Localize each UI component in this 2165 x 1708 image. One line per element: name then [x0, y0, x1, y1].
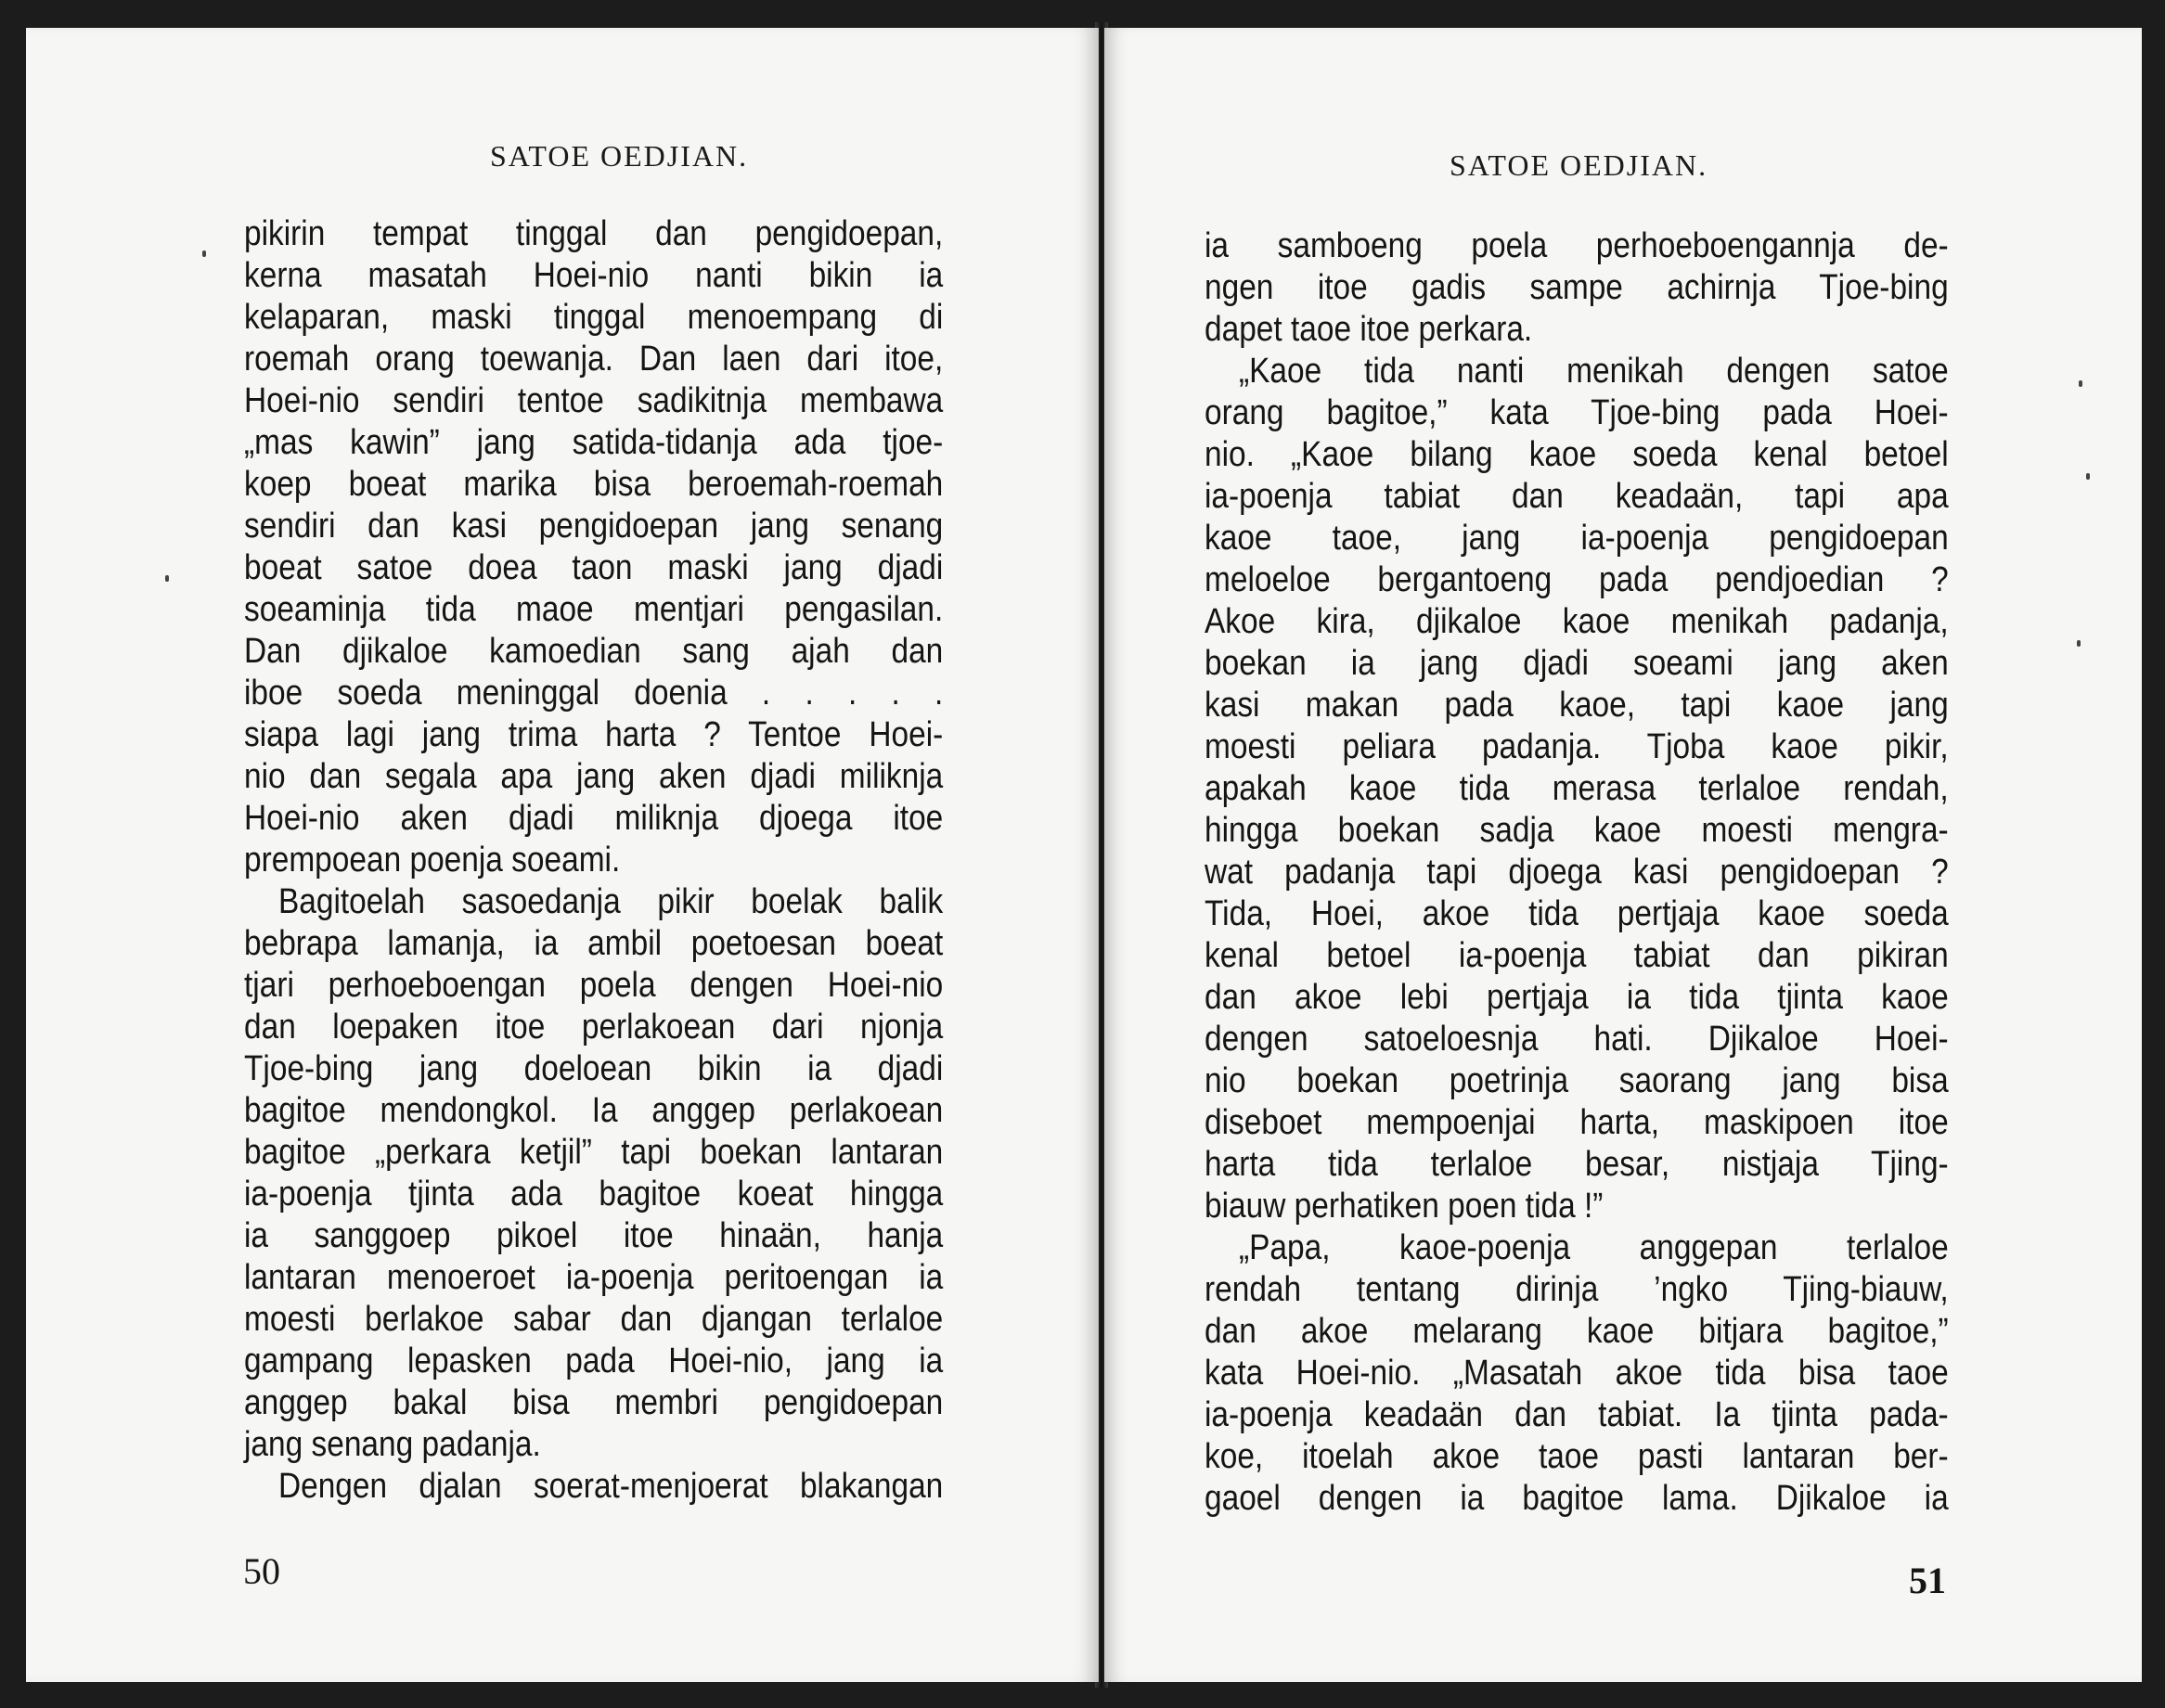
print-speck — [165, 575, 169, 582]
text-line: nio dan segala apa jang aken djadi miliknja — [244, 757, 944, 796]
text-line: soeaminja tida maoe mentjari pengasilan. — [244, 590, 944, 629]
text-line: jang senang padanja. — [244, 1425, 541, 1464]
text-line: prempoean poenja soeami. — [244, 841, 621, 880]
right-running-head: SATOE OEDJIAN. — [1450, 148, 1708, 182]
text-line: koep boeat marika bisa beroemah-roemah — [244, 465, 944, 504]
text-line: kasi makan pada kaoe, tapi kaoe jang — [1205, 686, 1949, 725]
text-line: Tida, Hoei, akoe tida pertjaja kaoe soeda — [1205, 894, 1949, 933]
text-line: boeat satoe doea taon maski jang djadi — [244, 548, 944, 587]
text-line: bagitoe mendongkol. Ia anggep perlakoean — [244, 1091, 944, 1130]
text-line: diseboet mempoenjai harta, maskipoen itoe — [1205, 1103, 1949, 1142]
text-line: kerna masatah Hoei-nio nanti bikin ia — [244, 256, 944, 295]
text-line: bebrapa lamanja, ia ambil poetoesan boeat — [244, 924, 944, 963]
left-text-block — [244, 213, 943, 1508]
text-line: Hoei-nio aken djadi miliknja djoega itoe — [244, 799, 944, 838]
text-line: boekan ia jang djadi soeami jang aken — [1205, 644, 1949, 683]
text-line: dengen satoeloesnja hati. Djikaloe Hoei- — [1205, 1020, 1949, 1059]
text-line: Dengen djalan soerat-menjoerat blakangan — [277, 1467, 944, 1506]
text-line: wat padanja tapi djoega kasi pengidoepan ? — [1205, 853, 1949, 892]
text-line: kelaparan, maski tinggal menoempang di — [244, 298, 944, 337]
text-line: siapa lagi jang trima harta ? Tentoe Hoei- — [244, 715, 944, 754]
text-line: dan loepaken itoe perlakoean dari njonja — [244, 1008, 944, 1047]
right-page-number: 51 — [1909, 1560, 1946, 1601]
text-line: „Kaoe tida nanti menikah dengen satoe — [1238, 352, 1949, 391]
text-line: apakah kaoe tida merasa terlaloe rendah, — [1205, 769, 1949, 808]
text-line: gampang lepasken pada Hoei-nio, jang ia — [244, 1342, 944, 1381]
text-line: dapet taoe itoe perkara. — [1205, 310, 1533, 349]
print-speck — [2077, 640, 2081, 647]
text-line: gaoel dengen ia bagitoe lama. Djikaloe ia — [1205, 1479, 1949, 1518]
text-line: Hoei-nio sendiri tentoe sadikitnja membawa — [244, 381, 944, 420]
text-line: Akoe kira, djikaloe kaoe menikah padanja, — [1205, 602, 1949, 641]
text-line: sendiri dan kasi pengidoepan jang senang — [244, 507, 944, 546]
text-line: kata Hoei-nio. „Masatah akoe tida bisa taoe — [1205, 1354, 1949, 1393]
text-line: tjari perhoeboengan poela dengen Hoei-nio — [244, 966, 944, 1005]
text-line: biauw perhatiken poen tida !” — [1205, 1187, 1604, 1226]
text-line: nio. „Kaoe bilang kaoe soeda kenal betoel — [1205, 435, 1949, 474]
right-page — [1104, 28, 2142, 1682]
text-line: ia-poenja tabiat dan keadaän, tapi apa — [1205, 477, 1949, 516]
text-line: rendah tentang dirinja ’ngko Tjing-biauw, — [1205, 1270, 1949, 1309]
text-line: „Papa, kaoe-poenja anggepan terlaloe — [1238, 1228, 1949, 1267]
text-line: moesti peliara padanja. Tjoba kaoe pikir, — [1205, 727, 1949, 766]
text-line: lantaran menoeroet ia-poenja peritoengan ia — [244, 1258, 944, 1297]
text-line: pikirin tempat tinggal dan pengidoepan, — [244, 214, 944, 253]
left-page — [26, 28, 1099, 1682]
right-text-block — [1205, 225, 1949, 1520]
text-line: ia-poenja tjinta ada bagitoe koeat hingga — [244, 1175, 944, 1214]
print-speck — [2079, 380, 2082, 387]
text-line: bagitoe „perkara ketjil” tapi boekan lantaran — [244, 1133, 944, 1172]
text-line: Tjoe-bing jang doeloean bikin ia djadi — [244, 1049, 944, 1088]
text-line: roemah orang toewanja. Dan laen dari itoe, — [244, 340, 944, 379]
text-line: ia sanggoep pikoel itoe hinaän, hanja — [244, 1216, 944, 1255]
text-line: Dan djikaloe kamoedian sang ajah dan — [244, 632, 944, 671]
left-running-head: SATOE OEDJIAN. — [490, 139, 749, 173]
text-line: moesti berlakoe sabar dan djangan terlaloe — [244, 1300, 944, 1339]
left-page-number: 50 — [243, 1550, 280, 1592]
text-line: hingga boekan sadja kaoe moesti mengra- — [1205, 811, 1949, 850]
text-line: anggep bakal bisa membri pengidoepan — [244, 1383, 944, 1422]
text-line: Bagitoelah sasoedanja pikir boelak balik — [277, 882, 944, 921]
print-speck — [2086, 473, 2090, 480]
text-line: iboe soeda meninggal doenia . . . . . — [244, 674, 944, 713]
text-line: meloeloe bergantoeng pada pendjoedian ? — [1205, 560, 1949, 599]
print-speck — [202, 250, 206, 257]
text-line: orang bagitoe,” kata Tjoe-bing pada Hoei- — [1205, 393, 1949, 432]
text-line: dan akoe lebi pertjaja ia tida tjinta kaoe — [1205, 978, 1949, 1017]
text-line: dan akoe melarang kaoe bitjara bagitoe,” — [1205, 1312, 1949, 1351]
text-line: „mas kawin” jang satida-tidanja ada tjoe- — [244, 423, 944, 462]
text-line: kenal betoel ia-poenja tabiat dan pikiran — [1205, 936, 1949, 975]
text-line: harta tida terlaloe besar, nistjaja Tjing- — [1205, 1145, 1949, 1184]
text-line: kaoe taoe, jang ia-poenja pengidoepan — [1205, 519, 1949, 558]
text-line: nio boekan poetrinja saorang jang bisa — [1205, 1061, 1949, 1100]
text-line: koe, itoelah akoe taoe pasti lantaran ber- — [1205, 1437, 1949, 1476]
text-line: ia samboeng poela perhoeboengannja de- — [1205, 226, 1949, 265]
text-line: ia-poenja keadaän dan tabiat. Ia tjinta pada- — [1205, 1395, 1949, 1434]
text-line: ngen itoe gadis sampe achirnja Tjoe-bing — [1205, 268, 1949, 307]
